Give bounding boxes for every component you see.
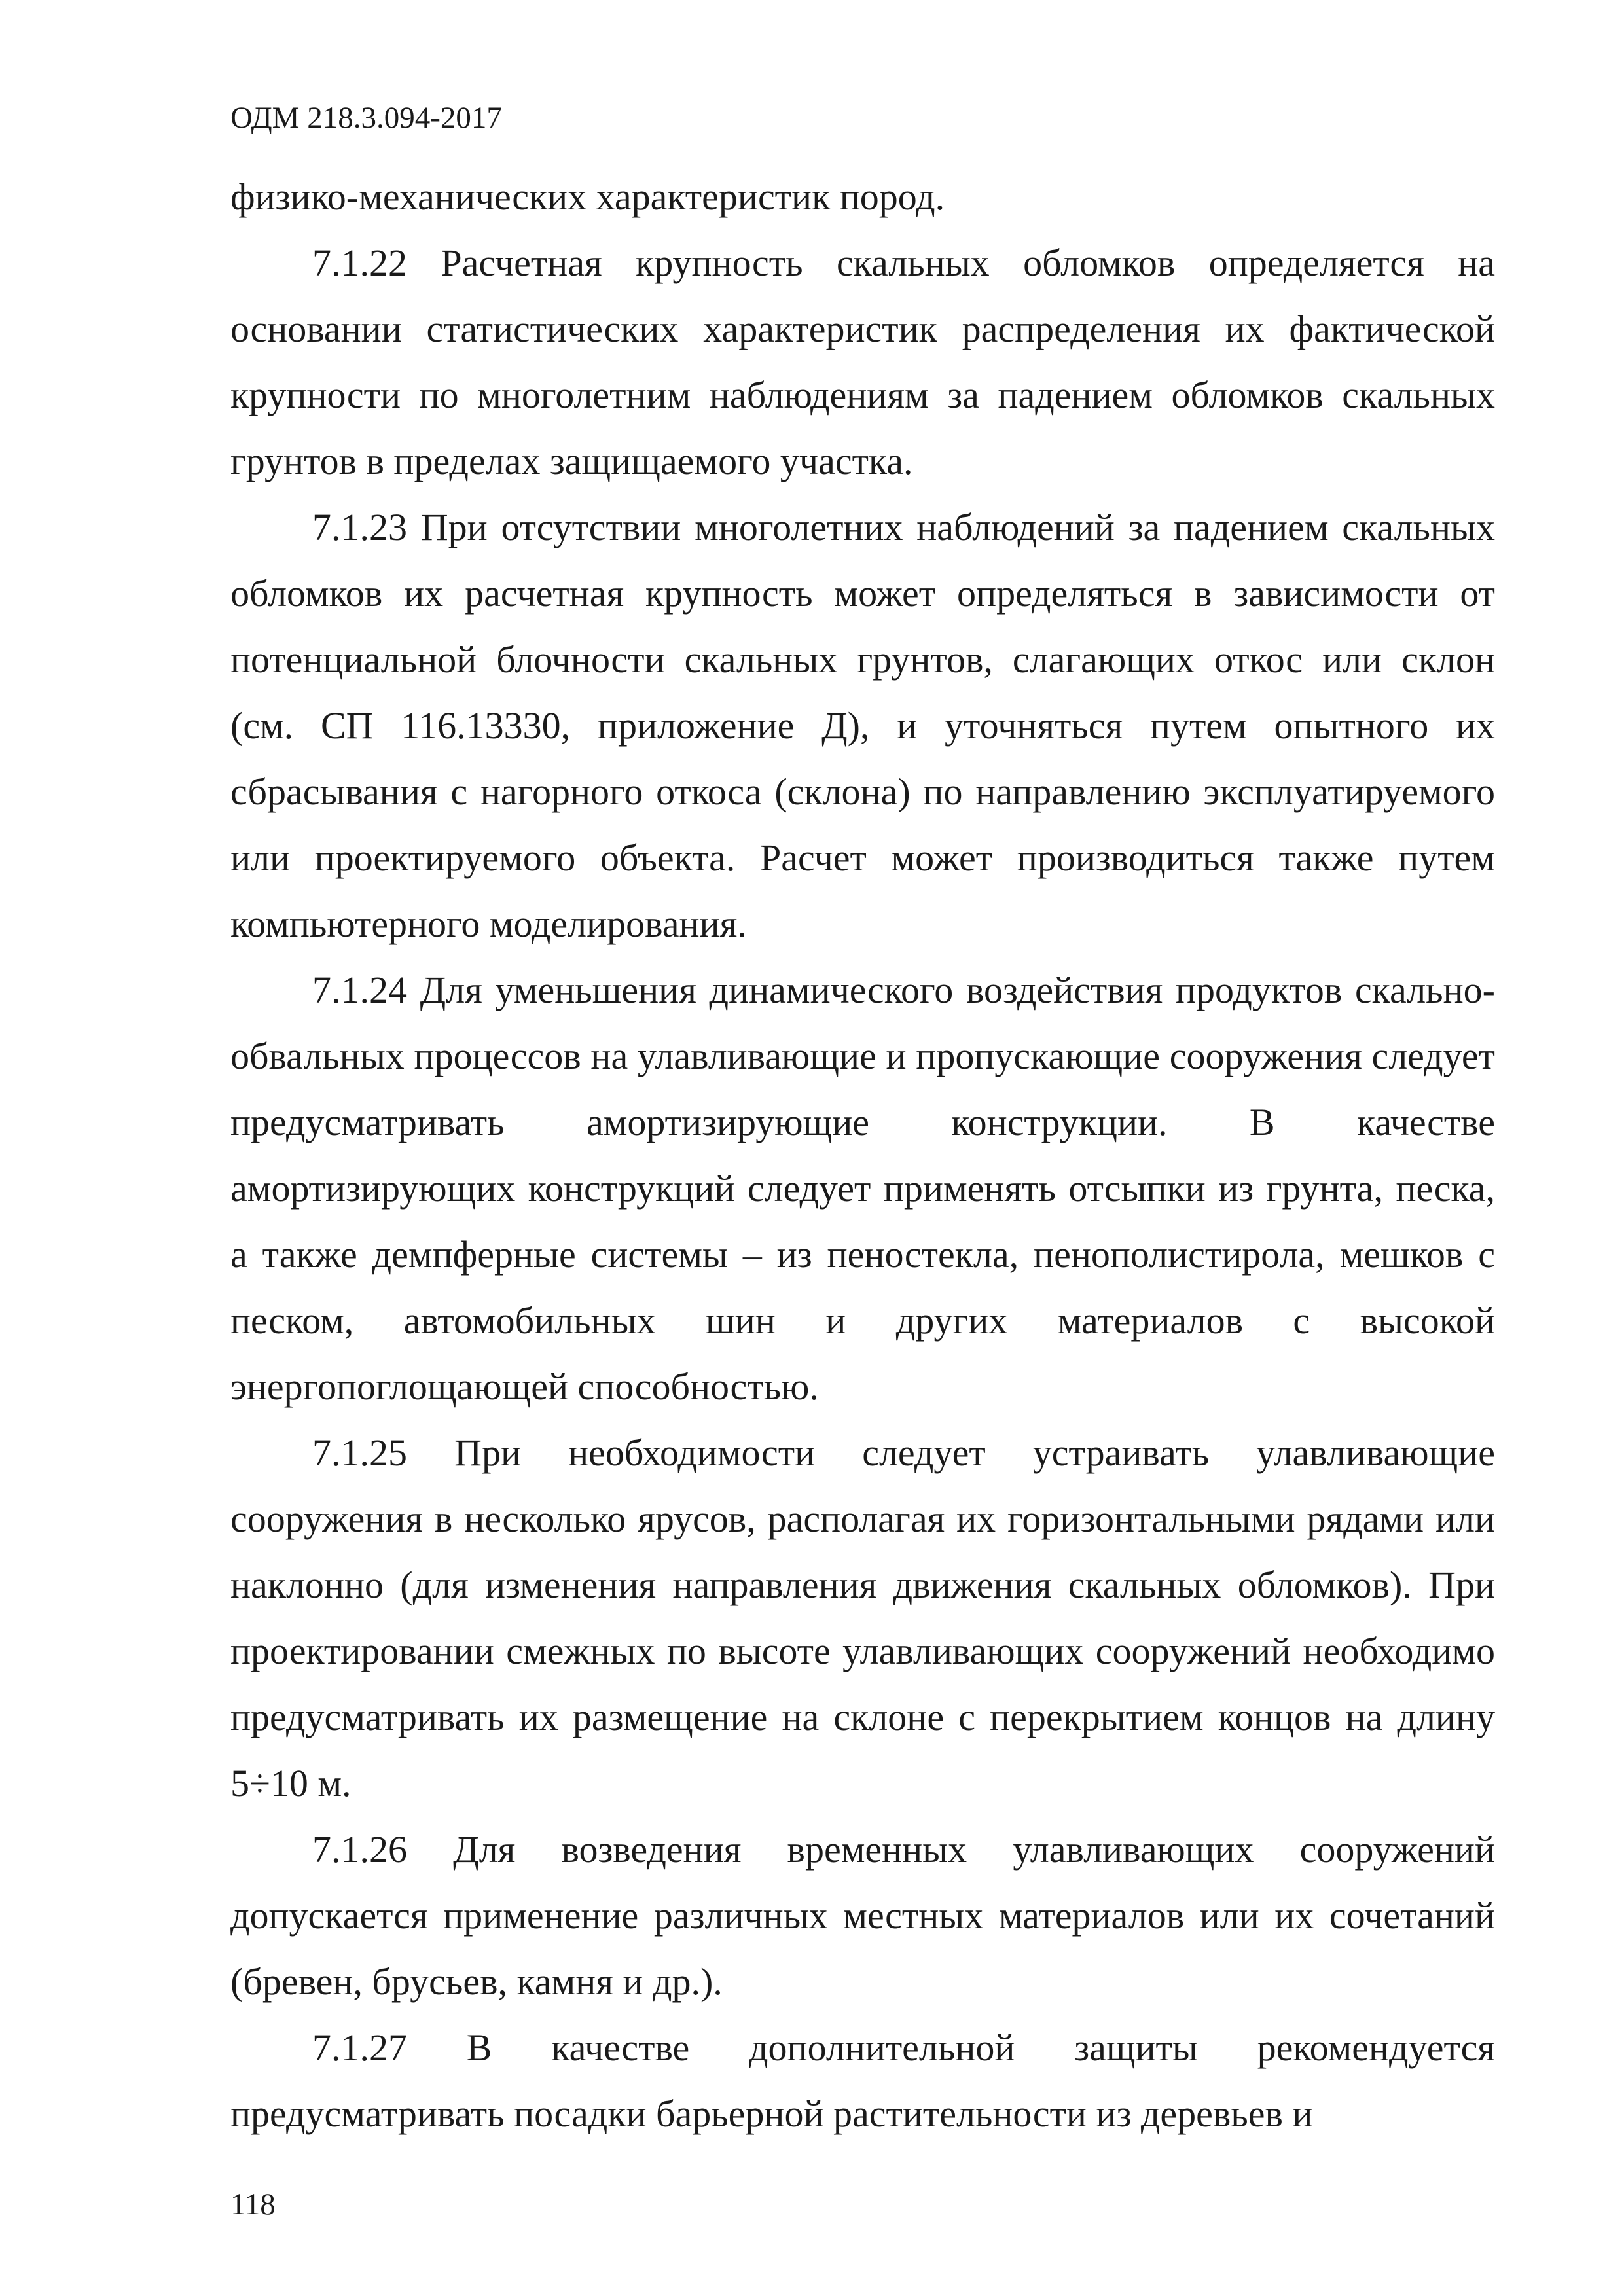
document-body — [230, 164, 1495, 2147]
paragraph-7-1-27: 7.1.27 В качестве дополнительной защиты рекомендуется предусматривать посадки барьерной растительности из деревьев и — [230, 2026, 1495, 2135]
paragraph-7-1-25: 7.1.25 При необходимости следует устраивать улавливающие сооружения в несколько ярусов, располагая их горизонтальными рядами или наклонно (для изменения направления движения скальных обломков). При проектировании смежных по высоте улавливающих сооружений необходимо предусматривать их размещение на склоне с перекрытием концов на длину 5÷10 м. — [230, 1431, 1495, 1804]
paragraph-7-1-22: 7.1.22 Расчетная крупность скальных обломков определяется на основании статистических характеристик распределения их фактической крупности по многолетним наблюдениям за падением обломков скальных грунтов в пределах защищаемого участка. — [230, 242, 1495, 482]
paragraph-7-1-23: 7.1.23 При отсутствии многолетних наблюдений за падением скальных обломков их расчетная крупность может определяться в зависимости от потенциальной блочности скальных грунтов, слагающих откос или склон (см. СП 116.13330, приложение Д), и уточняться путем опытного их сбрасывания с нагорного откоса (склона) по направлению эксплуатируемого или проектируемого объекта. Расчет может производиться также путем компьютерного моделирования. — [230, 506, 1495, 945]
paragraph-7-1-24: 7.1.24 Для уменьшения динамического воздействия продуктов скально-обвальных процессов на улавливающие и пропускающие сооружения следует предусматривать амортизирующие конструкции. В качестве амортизирующих конструкций следует применять отсыпки из грунта, песка, а также демпферные системы – из пеностекла, пенополистирола, мешков с песком, автомобильных шин и других материалов с высокой энергопоглощающей способностью. — [230, 969, 1495, 1408]
paragraph-continuation: физико-механических характеристик пород. — [230, 175, 945, 218]
page-number: 118 — [230, 2187, 276, 2221]
document-code: ОДМ 218.3.094-2017 — [230, 101, 502, 135]
paragraph-7-1-26: 7.1.26 Для возведения временных улавливающих сооружений допускается применение различных местных материалов или их сочетаний (бревен, брусьев, камня и др.). — [230, 1828, 1495, 2003]
